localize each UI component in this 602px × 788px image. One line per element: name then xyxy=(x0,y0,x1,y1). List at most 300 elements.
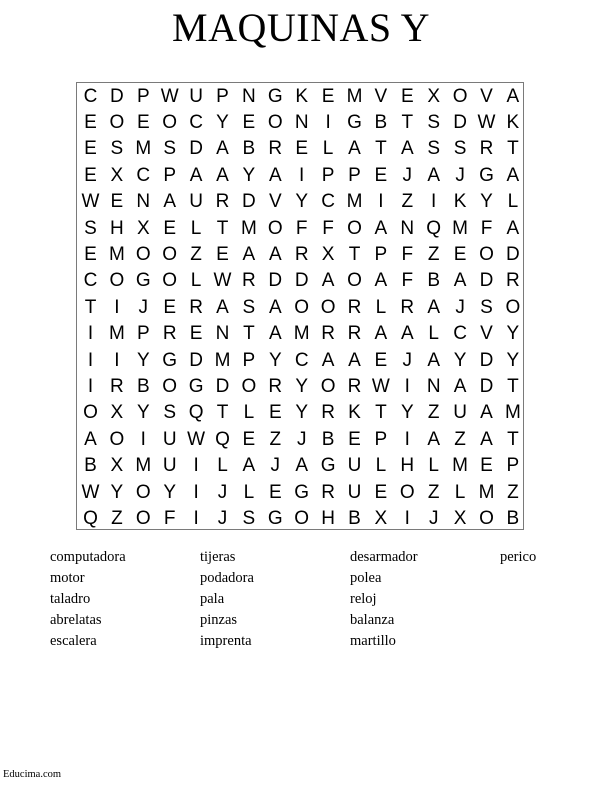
grid-letter: T xyxy=(216,402,229,424)
grid-letter: S xyxy=(163,402,177,424)
grid-letter: A xyxy=(506,85,520,107)
grid-letter: Z xyxy=(454,428,466,450)
grid-letter: L xyxy=(428,455,439,477)
grid-letter: Z xyxy=(427,243,440,265)
grid-letter: E xyxy=(321,85,335,107)
grid-letter: A xyxy=(427,164,441,186)
grid-letter: C xyxy=(136,164,151,186)
grid-letter: E xyxy=(242,428,256,450)
grid-letter: Z xyxy=(190,243,202,265)
grid-letter: D xyxy=(506,243,520,265)
grid-letter: H xyxy=(400,455,415,477)
grid-letter: I xyxy=(114,296,120,318)
grid-letter: W xyxy=(187,428,206,450)
grid-letter: K xyxy=(295,85,309,107)
word-list-item: computadora xyxy=(50,549,126,565)
grid-letter: T xyxy=(507,428,519,450)
grid-letter: J xyxy=(402,164,413,186)
word-list-item: desarmador xyxy=(350,549,418,565)
grid-letter: E xyxy=(400,85,414,107)
grid-letter: P xyxy=(136,323,150,345)
grid-letter: A xyxy=(374,217,388,239)
grid-letter: X xyxy=(136,217,150,239)
grid-letter: I xyxy=(114,349,120,371)
word-list-item: balanza xyxy=(350,612,395,628)
grid-letter: O xyxy=(241,375,257,397)
grid-letter: S xyxy=(480,296,493,318)
grid-letter: A xyxy=(348,349,361,371)
word-list-item: abrelatas xyxy=(50,612,102,628)
grid-letter: A xyxy=(268,243,282,265)
grid-letter: Y xyxy=(400,402,414,424)
grid-letter: S xyxy=(163,138,177,160)
grid-letter: R xyxy=(347,323,362,345)
grid-letter: A xyxy=(506,164,520,186)
grid-letter: Z xyxy=(269,428,282,450)
grid-letter: L xyxy=(243,481,255,503)
grid-letter: G xyxy=(267,85,283,107)
grid-letter: O xyxy=(294,296,310,318)
grid-letter: R xyxy=(321,402,335,424)
grid-letter: E xyxy=(374,349,388,371)
grid-letter: A xyxy=(84,428,97,450)
grid-letter: E xyxy=(189,323,203,345)
grid-letter: M xyxy=(135,138,152,160)
grid-letter: O xyxy=(135,243,151,265)
grid-letter: I xyxy=(378,191,384,213)
grid-letter: E xyxy=(268,402,282,424)
grid-letter: O xyxy=(452,85,468,107)
grid-letter: I xyxy=(404,375,410,397)
grid-letter: O xyxy=(347,217,362,239)
grid-letter: T xyxy=(507,138,519,160)
grid-letter: A xyxy=(427,349,441,371)
grid-letter: L xyxy=(375,296,387,318)
word-list-item: polea xyxy=(350,570,382,586)
grid-letter: R xyxy=(268,375,283,397)
word-list-item: podadora xyxy=(200,570,254,586)
grid-letter: A xyxy=(480,428,493,450)
grid-letter: M xyxy=(504,402,521,424)
grid-letter: O xyxy=(135,481,151,503)
grid-letter: A xyxy=(427,428,441,450)
grid-letter: R xyxy=(347,375,362,397)
grid-letter: B xyxy=(242,138,256,160)
grid-letter: G xyxy=(479,164,494,186)
grid-letter: S xyxy=(242,507,256,529)
grid-letter: M xyxy=(108,323,125,345)
grid-letter: Y xyxy=(453,349,467,371)
grid-letter: R xyxy=(189,296,203,318)
grid-letter: G xyxy=(294,481,310,503)
grid-letter: O xyxy=(83,402,98,424)
grid-letter: A xyxy=(321,270,335,292)
grid-letter: Q xyxy=(426,217,442,239)
footer-credit: Educima.com xyxy=(3,769,62,780)
grid-letter: C xyxy=(83,85,98,107)
grid-letter: C xyxy=(83,270,98,292)
grid-letter: M xyxy=(240,217,257,239)
grid-letter: I xyxy=(140,428,146,450)
grid-letter: O xyxy=(162,270,178,292)
word-list-item: pinzas xyxy=(200,612,238,628)
grid-letter: Z xyxy=(111,507,123,529)
grid-letter: X xyxy=(110,455,124,477)
grid-letter: J xyxy=(402,349,413,371)
grid-letter: R xyxy=(162,323,177,345)
grid-letter: S xyxy=(453,138,467,160)
grid-letter: D xyxy=(479,349,494,371)
grid-letter: D xyxy=(268,270,283,292)
grid-letter: A xyxy=(242,243,256,265)
grid-letter: E xyxy=(295,138,309,160)
grid-letter: B xyxy=(321,428,335,450)
grid-letter: A xyxy=(268,296,282,318)
grid-letter: E xyxy=(84,111,97,133)
grid-letter: R xyxy=(215,191,230,213)
grid-letter: O xyxy=(479,507,494,529)
grid-letter: Z xyxy=(427,402,440,424)
grid-letter: Y xyxy=(506,323,520,345)
grid-letter: S xyxy=(84,217,97,239)
grid-letter: A xyxy=(400,323,414,345)
grid-letter: V xyxy=(480,85,493,107)
grid-letter: P xyxy=(374,243,388,265)
grid-letter: P xyxy=(321,164,335,186)
grid-letter: J xyxy=(138,296,149,318)
grid-letter: Y xyxy=(216,111,229,133)
grid-letter: Z xyxy=(427,481,440,503)
grid-letter: A xyxy=(163,191,177,213)
grid-letter: I xyxy=(404,428,410,450)
grid-letter: U xyxy=(347,455,362,477)
grid-letter: Y xyxy=(268,349,282,371)
grid-letter: I xyxy=(299,164,305,186)
grid-letter: M xyxy=(346,191,363,213)
grid-letter: O xyxy=(267,217,283,239)
grid-letter: A xyxy=(295,455,309,477)
grid-letter: B xyxy=(427,270,441,292)
grid-letter: U xyxy=(162,428,177,450)
grid-letter: Y xyxy=(480,191,493,213)
grid-letter: A xyxy=(321,349,335,371)
grid-letter: F xyxy=(401,270,414,292)
grid-letter: X xyxy=(110,164,124,186)
grid-letter: O xyxy=(109,111,125,133)
grid-letter: R xyxy=(268,138,283,160)
grid-letter: Q xyxy=(83,507,98,529)
grid-letter: P xyxy=(136,85,150,107)
grid-letter: O xyxy=(347,270,362,292)
grid-letter: T xyxy=(216,217,229,239)
grid-letter: D xyxy=(189,138,203,160)
grid-letter: W xyxy=(371,375,390,397)
grid-letter: E xyxy=(163,217,177,239)
grid-letter: L xyxy=(507,191,519,213)
grid-letter: F xyxy=(163,507,176,529)
grid-letter: L xyxy=(322,138,334,160)
grid-letter: A xyxy=(374,270,388,292)
word-list-item: perico xyxy=(500,549,537,565)
page-title: MAQUINAS Y xyxy=(172,5,430,50)
grid-letter: K xyxy=(506,111,520,133)
grid-letter: X xyxy=(453,507,467,529)
word-list-item: motor xyxy=(50,570,85,586)
word-list-item: tijeras xyxy=(200,549,236,565)
grid-letter: A xyxy=(268,164,282,186)
grid-letter: I xyxy=(193,455,199,477)
grid-letter: R xyxy=(321,481,335,503)
grid-letter: X xyxy=(321,243,335,265)
grid-letter: L xyxy=(375,455,387,477)
grid-letter: C xyxy=(294,349,309,371)
grid-letter: D xyxy=(479,375,494,397)
grid-letter: L xyxy=(217,455,228,477)
grid-letter: I xyxy=(193,481,199,503)
grid-letter: E xyxy=(84,243,97,265)
grid-letter: G xyxy=(135,270,151,292)
grid-letter: G xyxy=(162,349,178,371)
grid-letter: F xyxy=(480,217,493,239)
grid-letter: B xyxy=(506,507,520,529)
grid-letter: L xyxy=(190,217,202,239)
grid-letter: H xyxy=(321,507,335,529)
grid-letter: L xyxy=(454,481,466,503)
grid-letter: O xyxy=(109,428,125,450)
grid-letter: Y xyxy=(110,481,124,503)
grid-letter: A xyxy=(480,402,493,424)
grid-letter: P xyxy=(216,85,229,107)
grid-letter: T xyxy=(507,375,519,397)
grid-letter: J xyxy=(270,455,281,477)
grid-letter: H xyxy=(110,217,124,239)
grid-letter: A xyxy=(453,270,467,292)
grid-letter: X xyxy=(374,507,388,529)
grid-letter: R xyxy=(321,323,335,345)
grid-letter: R xyxy=(110,375,124,397)
grid-letter: Z xyxy=(401,191,414,213)
grid-letter: J xyxy=(428,507,439,529)
word-list-item: reloj xyxy=(350,591,377,607)
grid-letter: I xyxy=(87,375,94,397)
grid-letter: T xyxy=(243,323,255,345)
grid-letter: E xyxy=(348,428,361,450)
grid-letter: J xyxy=(217,481,228,503)
grid-letter: D xyxy=(294,270,309,292)
grid-letter: O xyxy=(320,375,336,397)
grid-letter: S xyxy=(242,296,256,318)
grid-letter: V xyxy=(480,323,493,345)
grid-letter: O xyxy=(294,507,310,529)
word-list-item: imprenta xyxy=(200,633,252,649)
grid-letter: V xyxy=(374,85,388,107)
grid-letter: D xyxy=(110,85,124,107)
grid-letter: J xyxy=(296,428,307,450)
grid-letter: D xyxy=(479,270,494,292)
grid-letter: Y xyxy=(295,191,309,213)
grid-letter: E xyxy=(374,481,388,503)
grid-letter: I xyxy=(193,507,199,529)
grid-letter: U xyxy=(189,191,203,213)
grid-letter: B xyxy=(136,375,150,397)
grid-letter: I xyxy=(87,323,94,345)
grid-letter: J xyxy=(455,296,465,318)
word-list-item: martillo xyxy=(350,633,396,649)
grid-letter: O xyxy=(135,507,151,529)
grid-letter: S xyxy=(427,138,441,160)
grid-letter: O xyxy=(109,270,125,292)
grid-letter: T xyxy=(375,138,387,160)
grid-letter: B xyxy=(374,111,388,133)
grid-letter: R xyxy=(479,138,494,160)
grid-letter: W xyxy=(160,85,179,107)
grid-letter: E xyxy=(163,296,177,318)
grid-letter: X xyxy=(427,85,441,107)
grid-letter: M xyxy=(214,349,231,371)
grid-letter: D xyxy=(189,349,203,371)
grid-letter: K xyxy=(348,402,361,424)
grid-letter: Y xyxy=(242,164,256,186)
grid-letter: T xyxy=(84,296,97,318)
grid-letter: C xyxy=(321,191,335,213)
grid-letter: F xyxy=(401,243,414,265)
grid-letter: Y xyxy=(506,349,520,371)
grid-letter: X xyxy=(110,402,124,424)
grid-letter: Q xyxy=(188,402,204,424)
grid-letter: M xyxy=(452,217,468,239)
grid-letter: O xyxy=(162,243,178,265)
grid-letter: Y xyxy=(136,402,150,424)
grid-letter: Y xyxy=(295,375,309,397)
grid-letter: G xyxy=(188,375,204,397)
grid-letter: O xyxy=(267,111,283,133)
grid-letter: W xyxy=(477,111,496,133)
grid-letter: E xyxy=(268,481,282,503)
grid-letter: N xyxy=(242,85,256,107)
grid-letter: E xyxy=(242,111,256,133)
grid-letter: E xyxy=(84,138,97,160)
grid-letter: O xyxy=(162,111,178,133)
grid-letter: M xyxy=(108,243,125,265)
grid-letter: L xyxy=(190,270,202,292)
grid-letter: E xyxy=(84,164,97,186)
grid-letter: A xyxy=(400,138,414,160)
grid-letter: E xyxy=(453,243,467,265)
grid-letter: F xyxy=(322,217,334,239)
grid-letter: M xyxy=(478,481,495,503)
grid-letter: M xyxy=(452,455,468,477)
grid-letter: A xyxy=(268,323,282,345)
grid-letter: I xyxy=(431,191,437,213)
grid-letter: P xyxy=(163,164,177,186)
grid-letter: Y xyxy=(163,481,177,503)
grid-letter: E xyxy=(136,111,150,133)
grid-letter: U xyxy=(189,85,203,107)
grid-letter: B xyxy=(348,507,361,529)
word-list-item: pala xyxy=(200,591,225,607)
grid-letter: D xyxy=(453,111,467,133)
grid-letter: T xyxy=(348,243,361,265)
grid-letter: A xyxy=(453,375,467,397)
grid-letter: A xyxy=(242,455,256,477)
grid-letter: L xyxy=(428,323,439,345)
grid-letter: E xyxy=(110,191,124,213)
grid-letter: E xyxy=(216,243,229,265)
grid-letter: A xyxy=(216,296,229,318)
grid-letter: R xyxy=(347,296,362,318)
grid-letter: O xyxy=(399,481,415,503)
grid-letter: C xyxy=(453,323,467,345)
grid-letter: T xyxy=(375,402,387,424)
grid-letter: O xyxy=(505,296,521,318)
grid-letter: I xyxy=(325,111,331,133)
grid-letter: O xyxy=(479,243,494,265)
grid-letter: A xyxy=(216,138,229,160)
grid-letter: R xyxy=(242,270,256,292)
grid-letter: A xyxy=(506,217,520,239)
grid-letter: Q xyxy=(215,428,230,450)
grid-letter: W xyxy=(81,481,100,503)
grid-letter: A xyxy=(348,138,361,160)
grid-letter: M xyxy=(346,85,363,107)
grid-letter: A xyxy=(427,296,441,318)
grid-letter: O xyxy=(320,296,336,318)
grid-letter: S xyxy=(427,111,441,133)
grid-letter: J xyxy=(217,507,228,529)
grid-letter: U xyxy=(162,455,177,477)
grid-letter: A xyxy=(374,323,388,345)
word-list-item: escalera xyxy=(50,633,97,649)
grid-letter: G xyxy=(347,111,362,133)
grid-letter: T xyxy=(401,111,414,133)
grid-letter: U xyxy=(347,481,362,503)
grid-letter: A xyxy=(189,164,203,186)
grid-letter: O xyxy=(162,375,178,397)
word-list-item: taladro xyxy=(50,591,91,607)
grid-letter: Y xyxy=(295,402,309,424)
grid-letter: W xyxy=(81,191,100,213)
grid-letter: N xyxy=(426,375,441,397)
grid-letter: N xyxy=(136,191,151,213)
grid-letter: N xyxy=(400,217,415,239)
grid-letter: K xyxy=(453,191,467,213)
grid-letter: U xyxy=(453,402,467,424)
grid-letter: B xyxy=(84,455,97,477)
grid-letter: E xyxy=(374,164,388,186)
grid-letter: P xyxy=(374,428,388,450)
grid-letter: A xyxy=(216,164,229,186)
grid-letter: P xyxy=(506,455,520,477)
grid-letter: W xyxy=(213,270,232,292)
grid-letter: J xyxy=(455,164,465,186)
grid-letter: I xyxy=(404,507,410,529)
grid-letter: G xyxy=(320,455,336,477)
grid-letter: D xyxy=(215,375,230,397)
grid-letter: G xyxy=(267,507,283,529)
grid-letter: C xyxy=(189,111,203,133)
grid-letter: N xyxy=(215,323,230,345)
word-search-grid xyxy=(76,82,524,530)
grid-letter: M xyxy=(135,455,152,477)
grid-letter: E xyxy=(480,455,493,477)
grid-letter: S xyxy=(110,138,124,160)
grid-letter: N xyxy=(294,111,309,133)
grid-letter: M xyxy=(293,323,310,345)
grid-letter: P xyxy=(348,164,361,186)
grid-letter: L xyxy=(243,402,255,424)
grid-letter: D xyxy=(242,191,256,213)
grid-letter: P xyxy=(242,349,256,371)
